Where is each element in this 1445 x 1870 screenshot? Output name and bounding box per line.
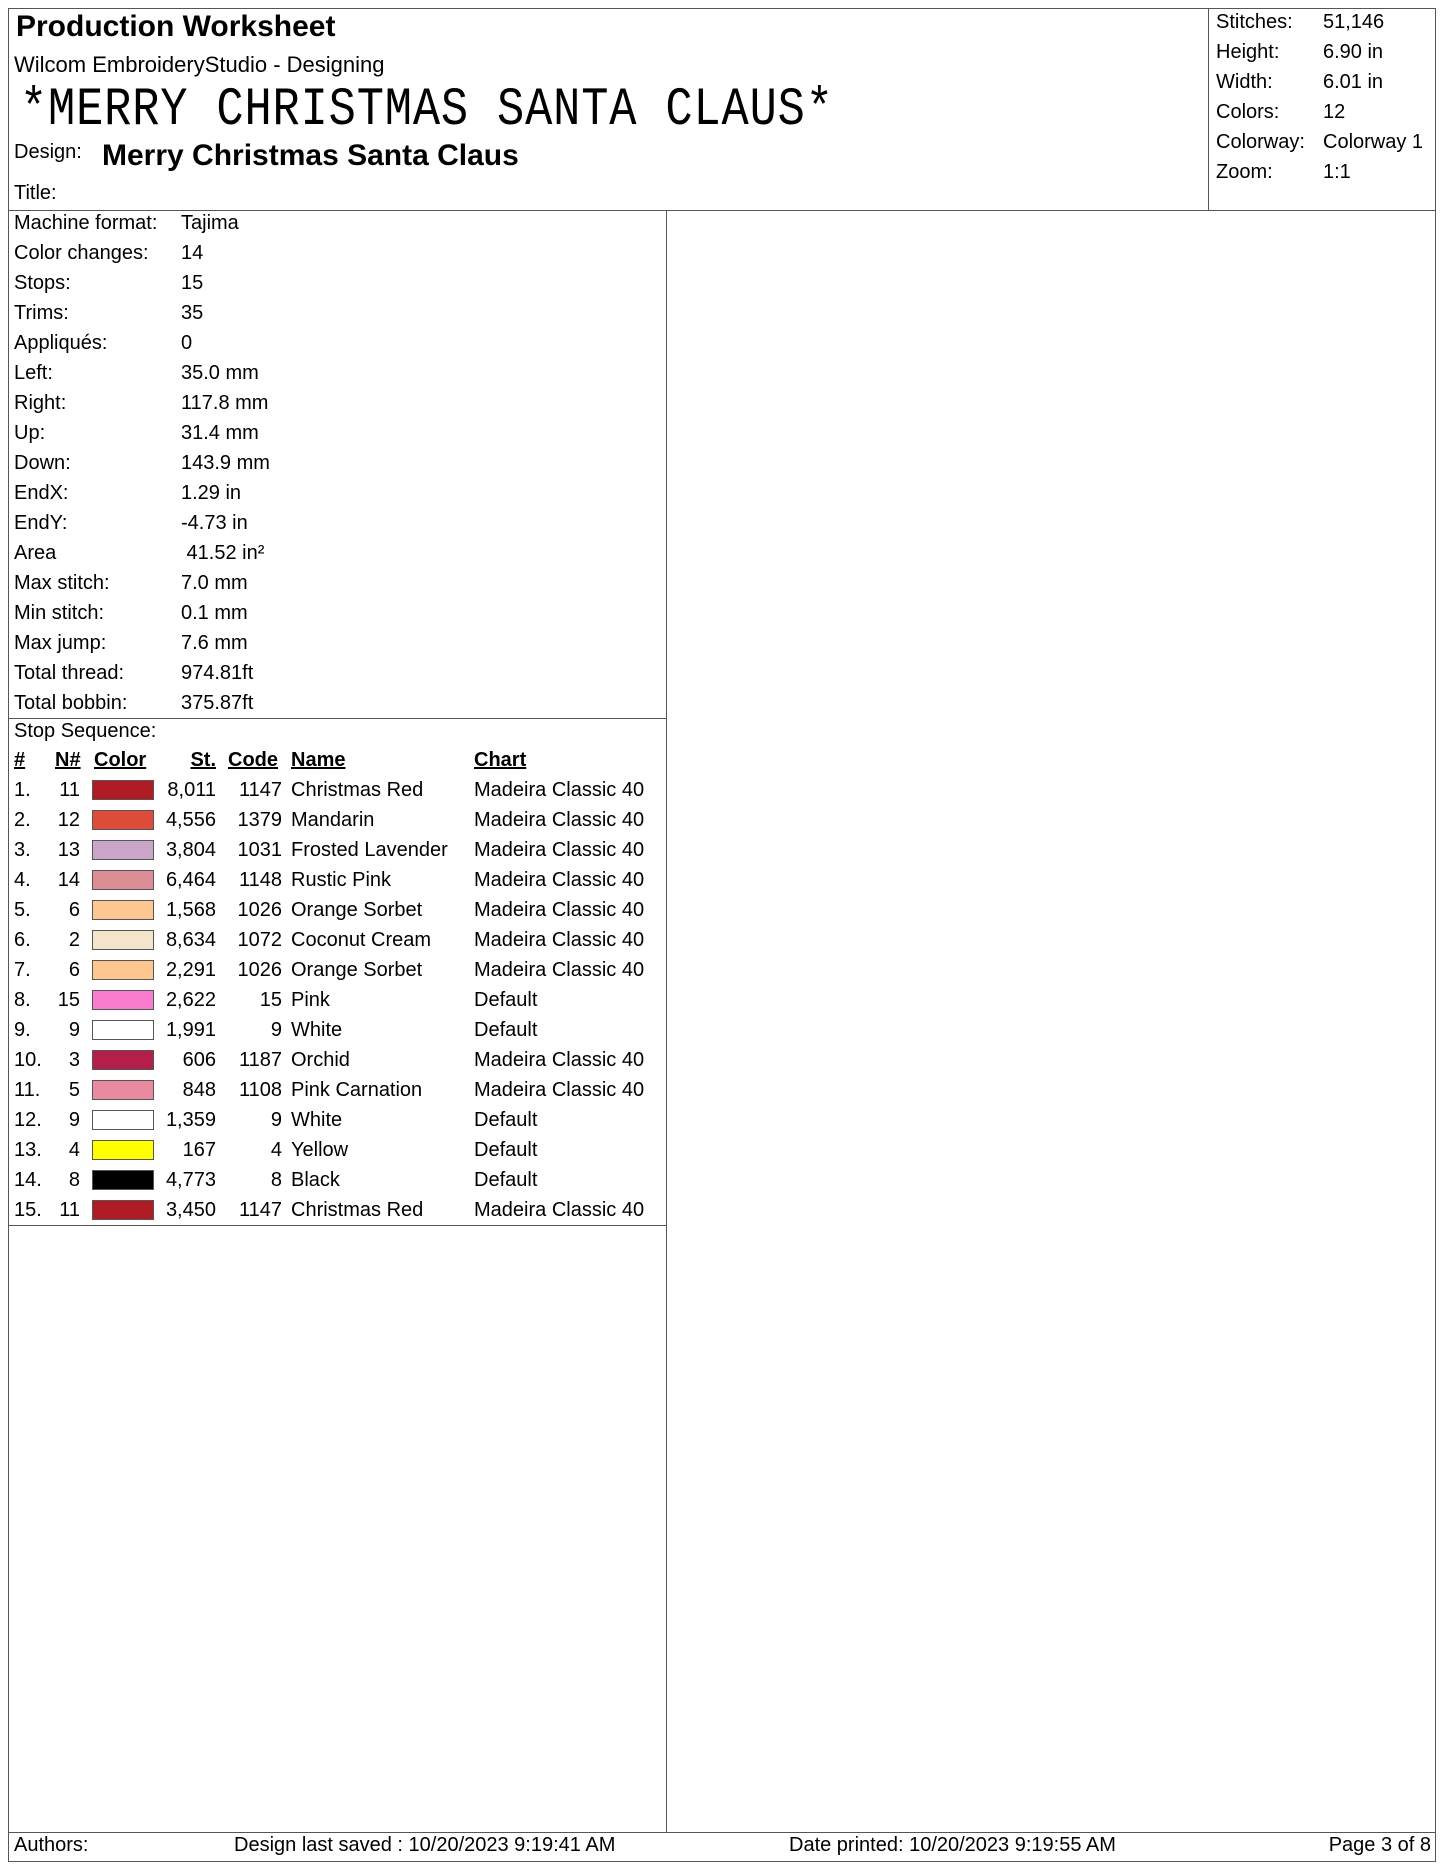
row-code: 1379 (237, 809, 282, 831)
row-chart: Madeira Classic 40 (474, 1049, 645, 1071)
stop-sequence-label: Stop Sequence: (14, 720, 157, 742)
row-stitches: 2,291 (165, 959, 216, 981)
footer-date-printed: Date printed: 10/20/2023 9:19:55 AM (789, 1834, 1116, 1856)
color-swatch (92, 810, 154, 830)
footer-last-saved: Design last saved : 10/20/2023 9:19:41 AM (234, 1834, 616, 1856)
row-code: 1026 (237, 899, 282, 921)
stat-value: Colorway 1 (1323, 131, 1424, 153)
row-number: 12. (14, 1109, 42, 1131)
row-chart: Madeira Classic 40 (474, 779, 645, 801)
row-number: 7. (14, 959, 31, 981)
color-swatch (92, 840, 154, 860)
sequence-bottom-line (8, 1225, 666, 1226)
app-name: Wilcom EmbroideryStudio - Designing (14, 52, 385, 77)
row-name: Rustic Pink (291, 869, 392, 891)
color-swatch (92, 990, 154, 1010)
row-number: 8. (14, 989, 31, 1011)
row-number: 3. (14, 839, 31, 861)
stat-value: 6.90 in (1323, 41, 1384, 63)
color-swatch (92, 930, 154, 950)
stat-label: Colors: (1216, 101, 1280, 123)
row-stitches: 4,556 (165, 809, 216, 831)
info-label: EndY: (14, 512, 68, 534)
row-needle: 6 (68, 899, 80, 921)
color-swatch (92, 1080, 154, 1100)
row-chart: Default (474, 1019, 538, 1041)
stat-label: Width: (1216, 71, 1273, 93)
row-number: 5. (14, 899, 31, 921)
info-value: 35.0 mm (181, 362, 259, 384)
info-value: 35 (181, 302, 204, 324)
stat-value: 1:1 (1323, 161, 1351, 183)
info-label: Max stitch: (14, 572, 110, 594)
row-code: 1148 (238, 869, 282, 891)
row-code: 1147 (238, 1199, 282, 1221)
row-number: 2. (14, 809, 31, 831)
info-value: Tajima (181, 212, 239, 234)
row-needle: 13 (57, 839, 80, 861)
row-number: 10. (14, 1049, 42, 1071)
row-chart: Madeira Classic 40 (474, 959, 645, 981)
info-label: Max jump: (14, 632, 107, 654)
row-needle: 9 (68, 1109, 80, 1131)
row-number: 1. (14, 779, 31, 801)
row-name: Christmas Red (291, 1199, 424, 1221)
row-code: 15 (259, 989, 282, 1011)
row-needle: 6 (68, 959, 80, 981)
row-code: 1147 (238, 779, 282, 801)
info-label: Min stitch: (14, 602, 105, 624)
row-needle: 14 (57, 869, 80, 891)
row-code: 1072 (237, 929, 282, 951)
col-header-stitches: St. (190, 749, 216, 771)
row-chart: Madeira Classic 40 (474, 809, 645, 831)
row-chart: Madeira Classic 40 (474, 899, 645, 921)
row-needle: 9 (68, 1019, 80, 1041)
info-value: 7.6 mm (181, 632, 248, 654)
row-number: 15. (14, 1199, 42, 1221)
row-stitches: 1,568 (165, 899, 216, 921)
row-needle: 15 (57, 989, 80, 1011)
stat-value: 51,146 (1323, 11, 1385, 33)
row-needle: 11 (59, 1199, 80, 1221)
col-header-code: Code (228, 749, 278, 771)
info-label: Trims: (14, 302, 69, 324)
row-name: Orange Sorbet (291, 959, 423, 981)
row-needle: 4 (68, 1139, 80, 1161)
row-chart: Madeira Classic 40 (474, 839, 645, 861)
info-label: Color changes: (14, 242, 149, 264)
header-bottom-line (8, 210, 1436, 211)
row-number: 9. (14, 1019, 31, 1041)
row-stitches: 8,011 (167, 779, 216, 801)
row-needle: 12 (57, 809, 80, 831)
row-needle: 2 (68, 929, 80, 951)
info-label: Appliqués: (14, 332, 108, 354)
design-text-preview: *MERRY CHRISTMAS SANTA CLAUS* (20, 80, 834, 141)
row-needle: 5 (68, 1079, 80, 1101)
info-value: 375.87ft (181, 692, 254, 714)
row-chart: Madeira Classic 40 (474, 1199, 645, 1221)
info-label: EndX: (14, 482, 69, 504)
info-value: 0 (181, 332, 193, 354)
info-value: 143.9 mm (181, 452, 270, 474)
row-needle: 8 (68, 1169, 80, 1191)
row-code: 1108 (238, 1079, 282, 1101)
row-code: 4 (270, 1139, 282, 1161)
color-swatch (92, 870, 154, 890)
info-value: 31.4 mm (181, 422, 259, 444)
col-header-needle: N# (55, 749, 81, 771)
row-name: Yellow (291, 1139, 349, 1161)
row-name: Orchid (291, 1049, 350, 1071)
col-header-color: Color (94, 749, 147, 771)
row-code: 9 (270, 1019, 282, 1041)
row-name: White (291, 1019, 343, 1041)
info-value: 15 (181, 272, 204, 294)
info-label: Left: (14, 362, 53, 384)
row-name: Mandarin (291, 809, 375, 831)
row-stitches: 1,359 (165, 1109, 216, 1131)
row-number: 4. (14, 869, 31, 891)
row-name: White (291, 1109, 343, 1131)
color-swatch (92, 1050, 154, 1070)
row-chart: Madeira Classic 40 (474, 869, 645, 891)
info-label: Right: (14, 392, 67, 414)
row-stitches: 8,634 (165, 929, 216, 951)
row-stitches: 2,622 (165, 989, 216, 1011)
row-name: Christmas Red (291, 779, 424, 801)
info-label: Down: (14, 452, 71, 474)
info-label: Stops: (14, 272, 71, 294)
row-name: Pink (291, 989, 330, 1011)
row-code: 8 (270, 1169, 282, 1191)
color-swatch (92, 1140, 154, 1160)
color-swatch (92, 1200, 154, 1220)
col-header-number: # (14, 749, 26, 771)
info-value: 0.1 mm (181, 602, 248, 624)
footer-top-line (8, 1832, 1436, 1833)
row-name: Coconut Cream (291, 929, 432, 951)
color-swatch (92, 780, 154, 800)
column-divider (666, 210, 667, 1832)
page-title: Production Worksheet (16, 10, 336, 43)
row-code: 1026 (237, 959, 282, 981)
row-name: Orange Sorbet (291, 899, 423, 921)
info-value: 7.0 mm (181, 572, 248, 594)
col-header-name: Name (291, 749, 346, 771)
row-number: 14. (14, 1169, 42, 1191)
row-code: 9 (270, 1109, 282, 1131)
row-name: Pink Carnation (291, 1079, 423, 1101)
col-header-chart: Chart (474, 749, 527, 771)
row-chart: Default (474, 1109, 538, 1131)
row-number: 11. (14, 1079, 41, 1101)
stat-label: Height: (1216, 41, 1280, 63)
color-swatch (92, 1020, 154, 1040)
info-value: 974.81ft (181, 662, 254, 684)
row-chart: Default (474, 1139, 538, 1161)
row-code: 1187 (238, 1049, 282, 1071)
design-label: Design: (14, 141, 82, 163)
row-stitches: 6,464 (165, 869, 216, 891)
row-chart: Default (474, 1169, 538, 1191)
info-label: Machine format: (14, 212, 158, 234)
row-stitches: 3,450 (165, 1199, 216, 1221)
stat-label: Zoom: (1216, 161, 1273, 183)
color-swatch (92, 1170, 154, 1190)
row-name: Black (291, 1169, 340, 1191)
info-value: 1.29 in (181, 482, 242, 504)
row-chart: Madeira Classic 40 (474, 1079, 645, 1101)
info-label: Total bobbin: (14, 692, 128, 714)
header-divider (1208, 8, 1209, 210)
row-stitches: 848 (182, 1079, 216, 1101)
row-number: 6. (14, 929, 31, 951)
row-needle: 11 (59, 779, 80, 801)
row-needle: 3 (68, 1049, 80, 1071)
info-value: 117.8 mm (181, 392, 269, 414)
info-value: -4.73 in (181, 512, 248, 534)
footer-page-number: Page 3 of 8 (1328, 1834, 1431, 1856)
footer-authors: Authors: (14, 1834, 89, 1856)
row-number: 13. (14, 1139, 42, 1161)
stat-value: 6.01 in (1323, 71, 1384, 93)
row-code: 1031 (237, 839, 282, 861)
color-swatch (92, 960, 154, 980)
color-swatch (92, 1110, 154, 1130)
row-stitches: 3,804 (165, 839, 216, 861)
design-name: Merry Christmas Santa Claus (102, 139, 519, 172)
stat-label: Stitches: (1216, 11, 1293, 33)
info-label: Up: (14, 422, 46, 444)
info-value: 14 (181, 242, 204, 264)
row-chart: Madeira Classic 40 (474, 929, 645, 951)
row-stitches: 4,773 (165, 1169, 216, 1191)
row-stitches: 606 (182, 1049, 216, 1071)
title-label: Title: (14, 182, 57, 204)
row-chart: Default (474, 989, 538, 1011)
stat-label: Colorway: (1216, 131, 1305, 153)
info-label: Total thread: (14, 662, 125, 684)
info-label: Area (14, 542, 57, 564)
color-swatch (92, 900, 154, 920)
row-stitches: 167 (182, 1139, 216, 1161)
info-bottom-line (8, 718, 666, 719)
row-stitches: 1,991 (165, 1019, 216, 1041)
row-name: Frosted Lavender (291, 839, 448, 861)
info-value: 41.52 in² (181, 542, 265, 564)
stat-value: 12 (1323, 101, 1346, 123)
